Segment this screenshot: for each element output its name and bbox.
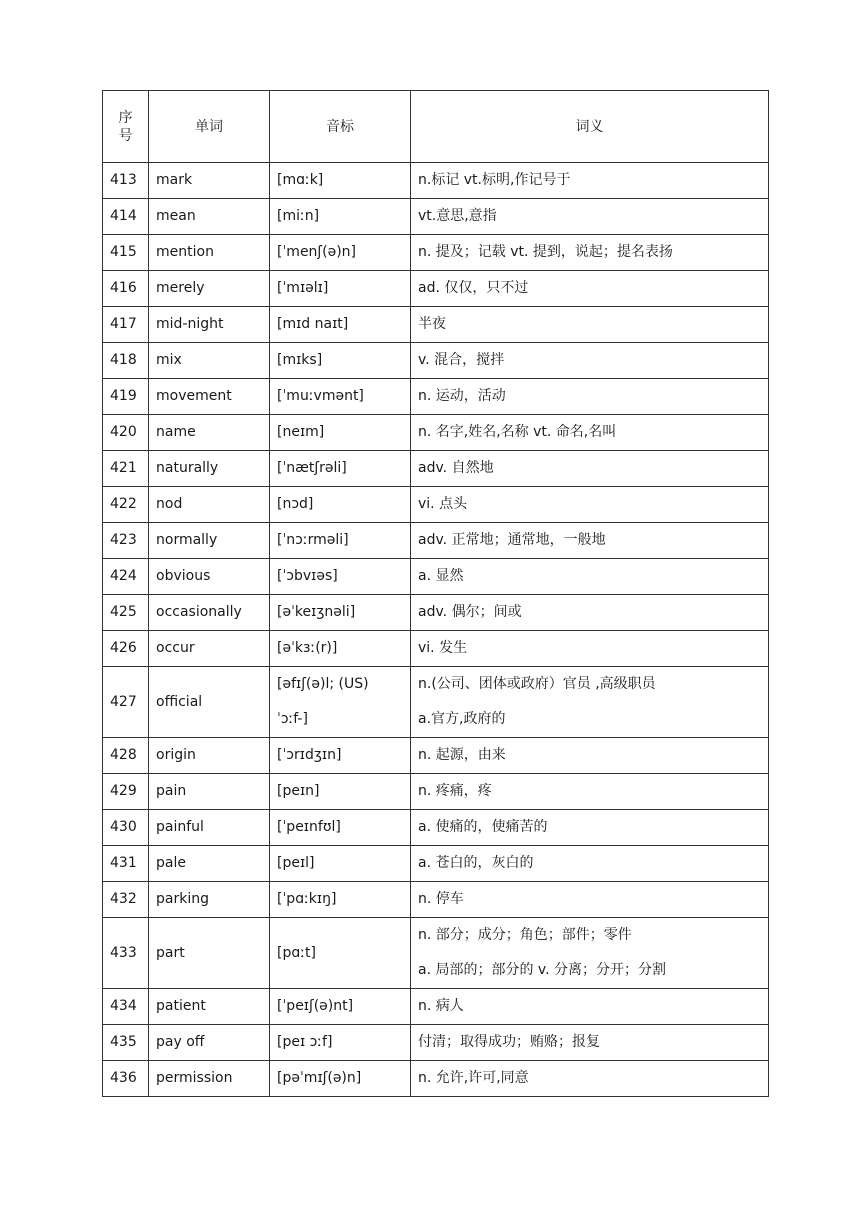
table-row: [103, 199, 769, 235]
table-row: [103, 235, 769, 271]
row-phonetic: [ˈmuːvmənt]: [270, 379, 411, 415]
meaning-line: n.标记 vt.标明,作记号于: [418, 172, 571, 188]
row-phonetic: [ˈnɔːrməli]: [270, 523, 411, 559]
header-word: 单词: [149, 91, 270, 163]
row-meaning: [411, 343, 769, 379]
row-meaning: [411, 559, 769, 595]
row-word: permission: [149, 1061, 270, 1097]
meaning-line: n. 运动，活动: [418, 388, 506, 404]
row-meaning: [411, 415, 769, 451]
meaning-line: v. 混合，搅拌: [418, 352, 505, 368]
table-row: [103, 1025, 769, 1061]
meaning-line: n. 疼痛，疼: [418, 783, 492, 799]
row-word: parking: [149, 882, 270, 918]
header-phonetic: 音标: [270, 91, 411, 163]
row-word: mention: [149, 235, 270, 271]
row-number: 434: [103, 989, 149, 1025]
row-number: 424: [103, 559, 149, 595]
meaning-line: n. 名字,姓名,名称 vt. 命名,名叫: [418, 424, 617, 440]
row-meaning: [411, 307, 769, 343]
row-phonetic: [mɑːk]: [270, 163, 411, 199]
row-meaning: [411, 667, 769, 738]
row-number: 413: [103, 163, 149, 199]
row-number: 427: [103, 667, 149, 738]
table-row: [103, 1061, 769, 1097]
row-phonetic: [neɪm]: [270, 415, 411, 451]
row-number: 425: [103, 595, 149, 631]
row-number: 433: [103, 918, 149, 989]
table-row: [103, 343, 769, 379]
row-word: origin: [149, 738, 270, 774]
row-phonetic: [əˈkeɪʒnəli]: [270, 595, 411, 631]
row-word: obvious: [149, 559, 270, 595]
header-num: 序号: [103, 91, 149, 163]
row-word: painful: [149, 810, 270, 846]
table-row: [103, 667, 769, 738]
row-meaning: [411, 199, 769, 235]
row-phonetic: [pəˈmɪʃ(ə)n]: [270, 1061, 411, 1097]
meaning-line: vi. 发生: [418, 640, 468, 656]
meaning-line: adv. 正常地；通常地，一般地: [418, 532, 606, 548]
row-meaning: [411, 595, 769, 631]
table-row: [103, 595, 769, 631]
row-meaning: [411, 989, 769, 1025]
row-phonetic: [əˈkɜː(r)]: [270, 631, 411, 667]
row-word: mix: [149, 343, 270, 379]
meaning-line: 半夜: [418, 316, 446, 332]
meaning-line: adv. 偶尔；间或: [418, 604, 522, 620]
row-phonetic: [ˈmɪəlɪ]: [270, 271, 411, 307]
row-word: mid-night: [149, 307, 270, 343]
table-row: [103, 846, 769, 882]
table-row: [103, 810, 769, 846]
meaning-line: n. 停车: [418, 891, 464, 907]
row-meaning: [411, 163, 769, 199]
row-word: merely: [149, 271, 270, 307]
vocabulary-table: [102, 90, 769, 1097]
row-number: 430: [103, 810, 149, 846]
row-word: movement: [149, 379, 270, 415]
row-number: 416: [103, 271, 149, 307]
row-word: pale: [149, 846, 270, 882]
row-phonetic: [mɪd naɪt]: [270, 307, 411, 343]
row-meaning: [411, 846, 769, 882]
row-number: 429: [103, 774, 149, 810]
meaning-line: ad. 仅仅，只不过: [418, 280, 529, 296]
row-meaning: [411, 774, 769, 810]
row-phonetic: [ˈnætʃrəli]: [270, 451, 411, 487]
table-row: [103, 882, 769, 918]
row-number: 421: [103, 451, 149, 487]
table-row: [103, 523, 769, 559]
row-number: 435: [103, 1025, 149, 1061]
row-meaning: [411, 379, 769, 415]
row-number: 431: [103, 846, 149, 882]
header-row: [103, 91, 769, 163]
row-word: normally: [149, 523, 270, 559]
row-phonetic: [ˈpeɪʃ(ə)nt]: [270, 989, 411, 1025]
row-meaning: [411, 235, 769, 271]
table-row: [103, 559, 769, 595]
row-phonetic: [pɑːt]: [270, 918, 411, 989]
row-meaning: [411, 451, 769, 487]
row-word: patient: [149, 989, 270, 1025]
row-word: part: [149, 918, 270, 989]
row-phonetic: [mɪks]: [270, 343, 411, 379]
table-row: [103, 415, 769, 451]
table-row: [103, 918, 769, 989]
row-number: 432: [103, 882, 149, 918]
row-meaning: [411, 1025, 769, 1061]
table-row: [103, 774, 769, 810]
row-meaning: [411, 523, 769, 559]
row-number: 423: [103, 523, 149, 559]
row-phonetic: [ˈpeɪnfʊl]: [270, 810, 411, 846]
meaning-line: a.官方,政府的: [418, 711, 506, 727]
row-word: mean: [149, 199, 270, 235]
row-number: 426: [103, 631, 149, 667]
row-phonetic: [peɪn]: [270, 774, 411, 810]
row-phonetic: [ˈɔrɪdʒɪn]: [270, 738, 411, 774]
meaning-line: n. 提及；记载 vt. 提到，说起；提名表扬: [418, 244, 673, 260]
row-word: nod: [149, 487, 270, 523]
table-row: [103, 631, 769, 667]
row-meaning: [411, 810, 769, 846]
header-meaning: 词义: [411, 91, 769, 163]
row-meaning: [411, 631, 769, 667]
row-phonetic: [ˈpɑːkɪŋ]: [270, 882, 411, 918]
row-word: official: [149, 667, 270, 738]
row-word: mark: [149, 163, 270, 199]
row-number: 418: [103, 343, 149, 379]
row-number: 419: [103, 379, 149, 415]
meaning-line: n.(公司、团体或政府）官员 ,高级职员: [418, 676, 656, 692]
row-number: 422: [103, 487, 149, 523]
meaning-line: vt.意思,意指: [418, 208, 497, 224]
row-word: occur: [149, 631, 270, 667]
row-word: occasionally: [149, 595, 270, 631]
meaning-line: a. 苍白的，灰白的: [418, 855, 534, 871]
row-phonetic: [nɔd]: [270, 487, 411, 523]
meaning-line: n. 允许,许可,同意: [418, 1070, 529, 1086]
row-meaning: [411, 918, 769, 989]
row-phonetic: [ˈɔbvɪəs]: [270, 559, 411, 595]
table-row: [103, 487, 769, 523]
row-number: 436: [103, 1061, 149, 1097]
table-row: [103, 307, 769, 343]
row-phonetic: [ˈmenʃ(ə)n]: [270, 235, 411, 271]
row-meaning: [411, 487, 769, 523]
row-number: 415: [103, 235, 149, 271]
meaning-line: vi. 点头: [418, 496, 468, 512]
table-row: [103, 989, 769, 1025]
meaning-line: n. 部分；成分；角色；部件；零件: [418, 927, 632, 943]
meaning-line: adv. 自然地: [418, 460, 494, 476]
meaning-line: a. 局部的；部分的 v. 分离；分开；分割: [418, 962, 667, 978]
row-meaning: [411, 271, 769, 307]
row-phonetic: [əfɪʃ(ə)l; (US) ˈɔːf-]: [270, 667, 411, 738]
meaning-line: 付清；取得成功；贿赂；报复: [418, 1034, 600, 1050]
row-word: naturally: [149, 451, 270, 487]
table-row: [103, 379, 769, 415]
table-row: [103, 451, 769, 487]
row-phonetic: [peɪl]: [270, 846, 411, 882]
row-meaning: [411, 738, 769, 774]
row-meaning: [411, 882, 769, 918]
row-number: 428: [103, 738, 149, 774]
meaning-line: a. 显然: [418, 568, 464, 584]
row-phonetic: [peɪ ɔːf]: [270, 1025, 411, 1061]
row-word: name: [149, 415, 270, 451]
row-word: pain: [149, 774, 270, 810]
table-row: [103, 163, 769, 199]
row-meaning: [411, 1061, 769, 1097]
row-word: pay off: [149, 1025, 270, 1061]
table-row: [103, 271, 769, 307]
meaning-line: n. 起源，由来: [418, 747, 506, 763]
row-number: 417: [103, 307, 149, 343]
row-number: 414: [103, 199, 149, 235]
meaning-line: a. 使痛的，使痛苦的: [418, 819, 548, 835]
row-phonetic: [miːn]: [270, 199, 411, 235]
table-row: [103, 738, 769, 774]
row-number: 420: [103, 415, 149, 451]
meaning-line: n. 病人: [418, 998, 464, 1014]
